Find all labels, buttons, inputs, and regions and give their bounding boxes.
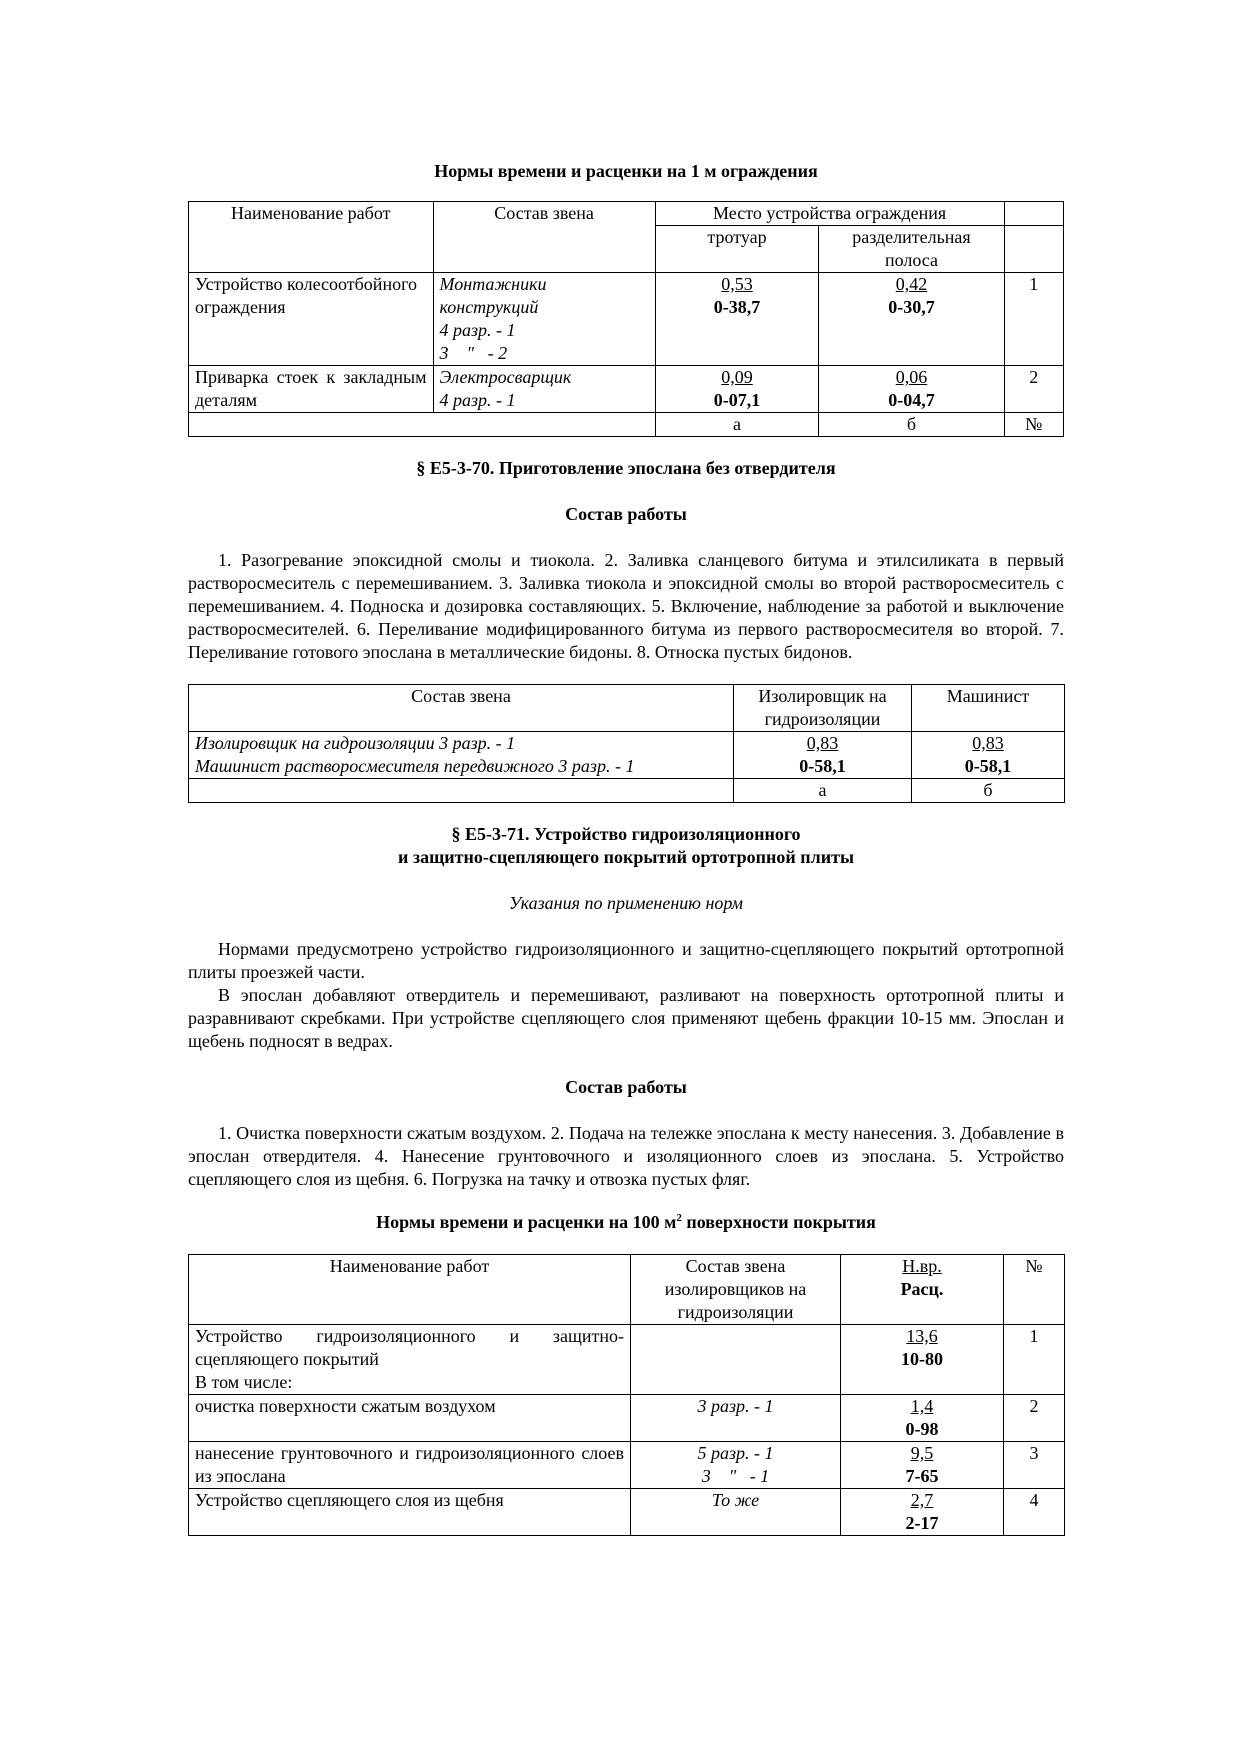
- section71-composition: 1. Очистка поверхности сжатым воздухом. 2. Подача на тележке эпослана к месту нанесения. 3. Добавление в эпослан отвердителя. 4. Нанесение грунтовочного и изоляционного слоев из эпослана. 5. Устройство сцепляющего слоя из щебня. 6. Погрузка на тачку и отвозка пустых фляг.: [188, 1123, 1064, 1189]
- table1-footer-b: б: [819, 413, 1004, 437]
- section70-heading: § Е5-3-70. Приготовление эпослана без отвердителя: [416, 458, 836, 478]
- section71-heading-line2: и защитно-сцепляющего покрытий ортотропной плиты: [397, 847, 855, 867]
- table-row: [189, 1325, 1065, 1395]
- table-row: [189, 1395, 1065, 1442]
- table2-header-crew: Состав звена: [189, 685, 734, 732]
- table3-header-work: Наименование работ: [189, 1255, 631, 1325]
- table1-row1-crew: Монтажники конструкций 4 разр. - 1 3 " - 2: [433, 273, 655, 366]
- table3-row3-norm-rate: 9,5 7-65: [841, 1442, 1004, 1489]
- table1-row2-median: 0,06 0-04,7: [819, 366, 1004, 413]
- table-row: [189, 732, 1065, 779]
- table3-row1-crew: [631, 1325, 841, 1395]
- table1-header-median: разделительная полоса: [819, 226, 1004, 273]
- table1-header-crew: Состав звена: [433, 202, 655, 273]
- table3-header-num: №: [1004, 1255, 1065, 1325]
- table3-row4-crew: То же: [631, 1489, 841, 1536]
- table3-row4-norm-rate: 2,7 2-17: [841, 1489, 1004, 1536]
- document-page: [188, 160, 1064, 1536]
- table3-row3-num: 3: [1004, 1442, 1065, 1489]
- table1-row2-work: Приварка стоек к закладным деталям: [189, 366, 434, 413]
- table3-row4-work: Устройство сцепляющего слоя из щебня: [189, 1489, 631, 1536]
- table-row: [189, 273, 1064, 366]
- table2-row-insulator: 0,83 0-58,1: [734, 732, 912, 779]
- table1-row1-median: 0,42 0-30,7: [819, 273, 1004, 366]
- table1-footer-a: а: [655, 413, 819, 437]
- table-row: [189, 1489, 1065, 1536]
- section70-text: 1. Разогревание эпоксидной смолы и тиокола. 2. Заливка сланцевого битума и этилсиликата в первый растворосмеситель с перемешиванием. 3. Заливка тиокола и эпоксидной смолы во второй растворосмеситель с перемешиванием. 4. Подноска и дозировка составляющих. 5. Включение, наблюдение за работой и выключение растворосмесителей. 6. Переливание модифицированного битума из первого растворосмесителя во второй. 7. Переливание готового эпослана в металлические бидоны. 8. Относка пустых бидонов.: [188, 550, 1064, 662]
- table3-row4-num: 4: [1004, 1489, 1065, 1536]
- table-row: [189, 366, 1064, 413]
- section71-para1: Нормами предусмотрено устройство гидроизоляционного и защитно-сцепляющего покрытий ортотропной плиты проезжей части.: [188, 939, 1064, 982]
- table3-row2-work: очистка поверхности сжатым воздухом: [189, 1395, 631, 1442]
- table2-row-machinist: 0,83 0-58,1: [912, 732, 1065, 779]
- table2-header-machinist: Машинист: [912, 685, 1065, 732]
- table-row: [189, 413, 1064, 437]
- section70-subheading: Состав работы: [565, 504, 687, 524]
- table3-row2-crew: 3 разр. - 1: [631, 1395, 841, 1442]
- table3: [188, 1254, 1065, 1536]
- table2-footer-b: б: [912, 779, 1065, 803]
- table1-title: Нормы времени и расценки на 1 м ограждения: [434, 161, 818, 181]
- section71-subheading: Состав работы: [565, 1077, 687, 1097]
- table-row: [189, 779, 1065, 803]
- section71-instructions-title: Указания по применению норм: [509, 893, 743, 913]
- table1-header-sidewalk: тротуар: [655, 226, 819, 273]
- table1-row2-sidewalk: 0,09 0-07,1: [655, 366, 819, 413]
- section71-heading-line1: § Е5-3-71. Устройство гидроизоляционного: [451, 824, 801, 844]
- table3-row3-work: нанесение грунтовочного и гидроизоляционного слоев из эпослана: [189, 1442, 631, 1489]
- table1-header-place: Место устройства ограждения: [655, 202, 1004, 226]
- table3-row2-norm-rate: 1,4 0-98: [841, 1395, 1004, 1442]
- table2-row-crew: Изолировщик на гидроизоляции 3 разр. - 1 Машинист растворосмесителя передвижного 3 разр. - 1: [189, 732, 734, 779]
- table1-row2-num: 2: [1004, 366, 1063, 413]
- table1-row1-num: 1: [1004, 273, 1063, 366]
- table1: [188, 201, 1064, 437]
- table2-footer-a: а: [734, 779, 912, 803]
- table2-footer-empty: [189, 779, 734, 803]
- table1-footer-num: №: [1004, 413, 1063, 437]
- table1-header-work: Наименование работ: [189, 202, 434, 273]
- table1-header-empty2: [1004, 226, 1063, 273]
- table3-header-crew: Состав звена изолировщиков на гидроизоляции: [631, 1255, 841, 1325]
- table2: [188, 684, 1065, 803]
- table3-row3-crew: 5 разр. - 1 3 " - 1: [631, 1442, 841, 1489]
- table2-header-insulator: Изолировщик на гидроизоляции: [734, 685, 912, 732]
- table3-row1-work: Устройство гидроизоляционного и защитно-сцепляющего покрытий В том числе:: [189, 1325, 631, 1395]
- table3-row1-num: 1: [1004, 1325, 1065, 1395]
- table1-row1-sidewalk: 0,53 0-38,7: [655, 273, 819, 366]
- table-row: [189, 1442, 1065, 1489]
- section71-para2: В эпослан добавляют отвердитель и перемешивают, разливают на поверхность ортотропной плиты и разравнивают скребками. При устройстве сцепляющего слоя применяют щебень фракции 10-15 мм. Эпослан и щебень подносят в ведрах.: [188, 985, 1064, 1051]
- table1-row1-work: Устройство колесоотбойного ограждения: [189, 273, 434, 366]
- table3-title: Нормы времени и расценки на 100 $м^2$ поверхности покрытия: [376, 1212, 876, 1232]
- table1-header-empty: [1004, 202, 1063, 226]
- table3-row1-norm-rate: 13,6 10-80: [841, 1325, 1004, 1395]
- table1-footer-empty: [189, 413, 656, 437]
- table3-header-norm-rate: Н.вр. Расц.: [841, 1255, 1004, 1325]
- table1-row2-crew: Электросварщик 4 разр. - 1: [433, 366, 655, 413]
- table3-row2-num: 2: [1004, 1395, 1065, 1442]
